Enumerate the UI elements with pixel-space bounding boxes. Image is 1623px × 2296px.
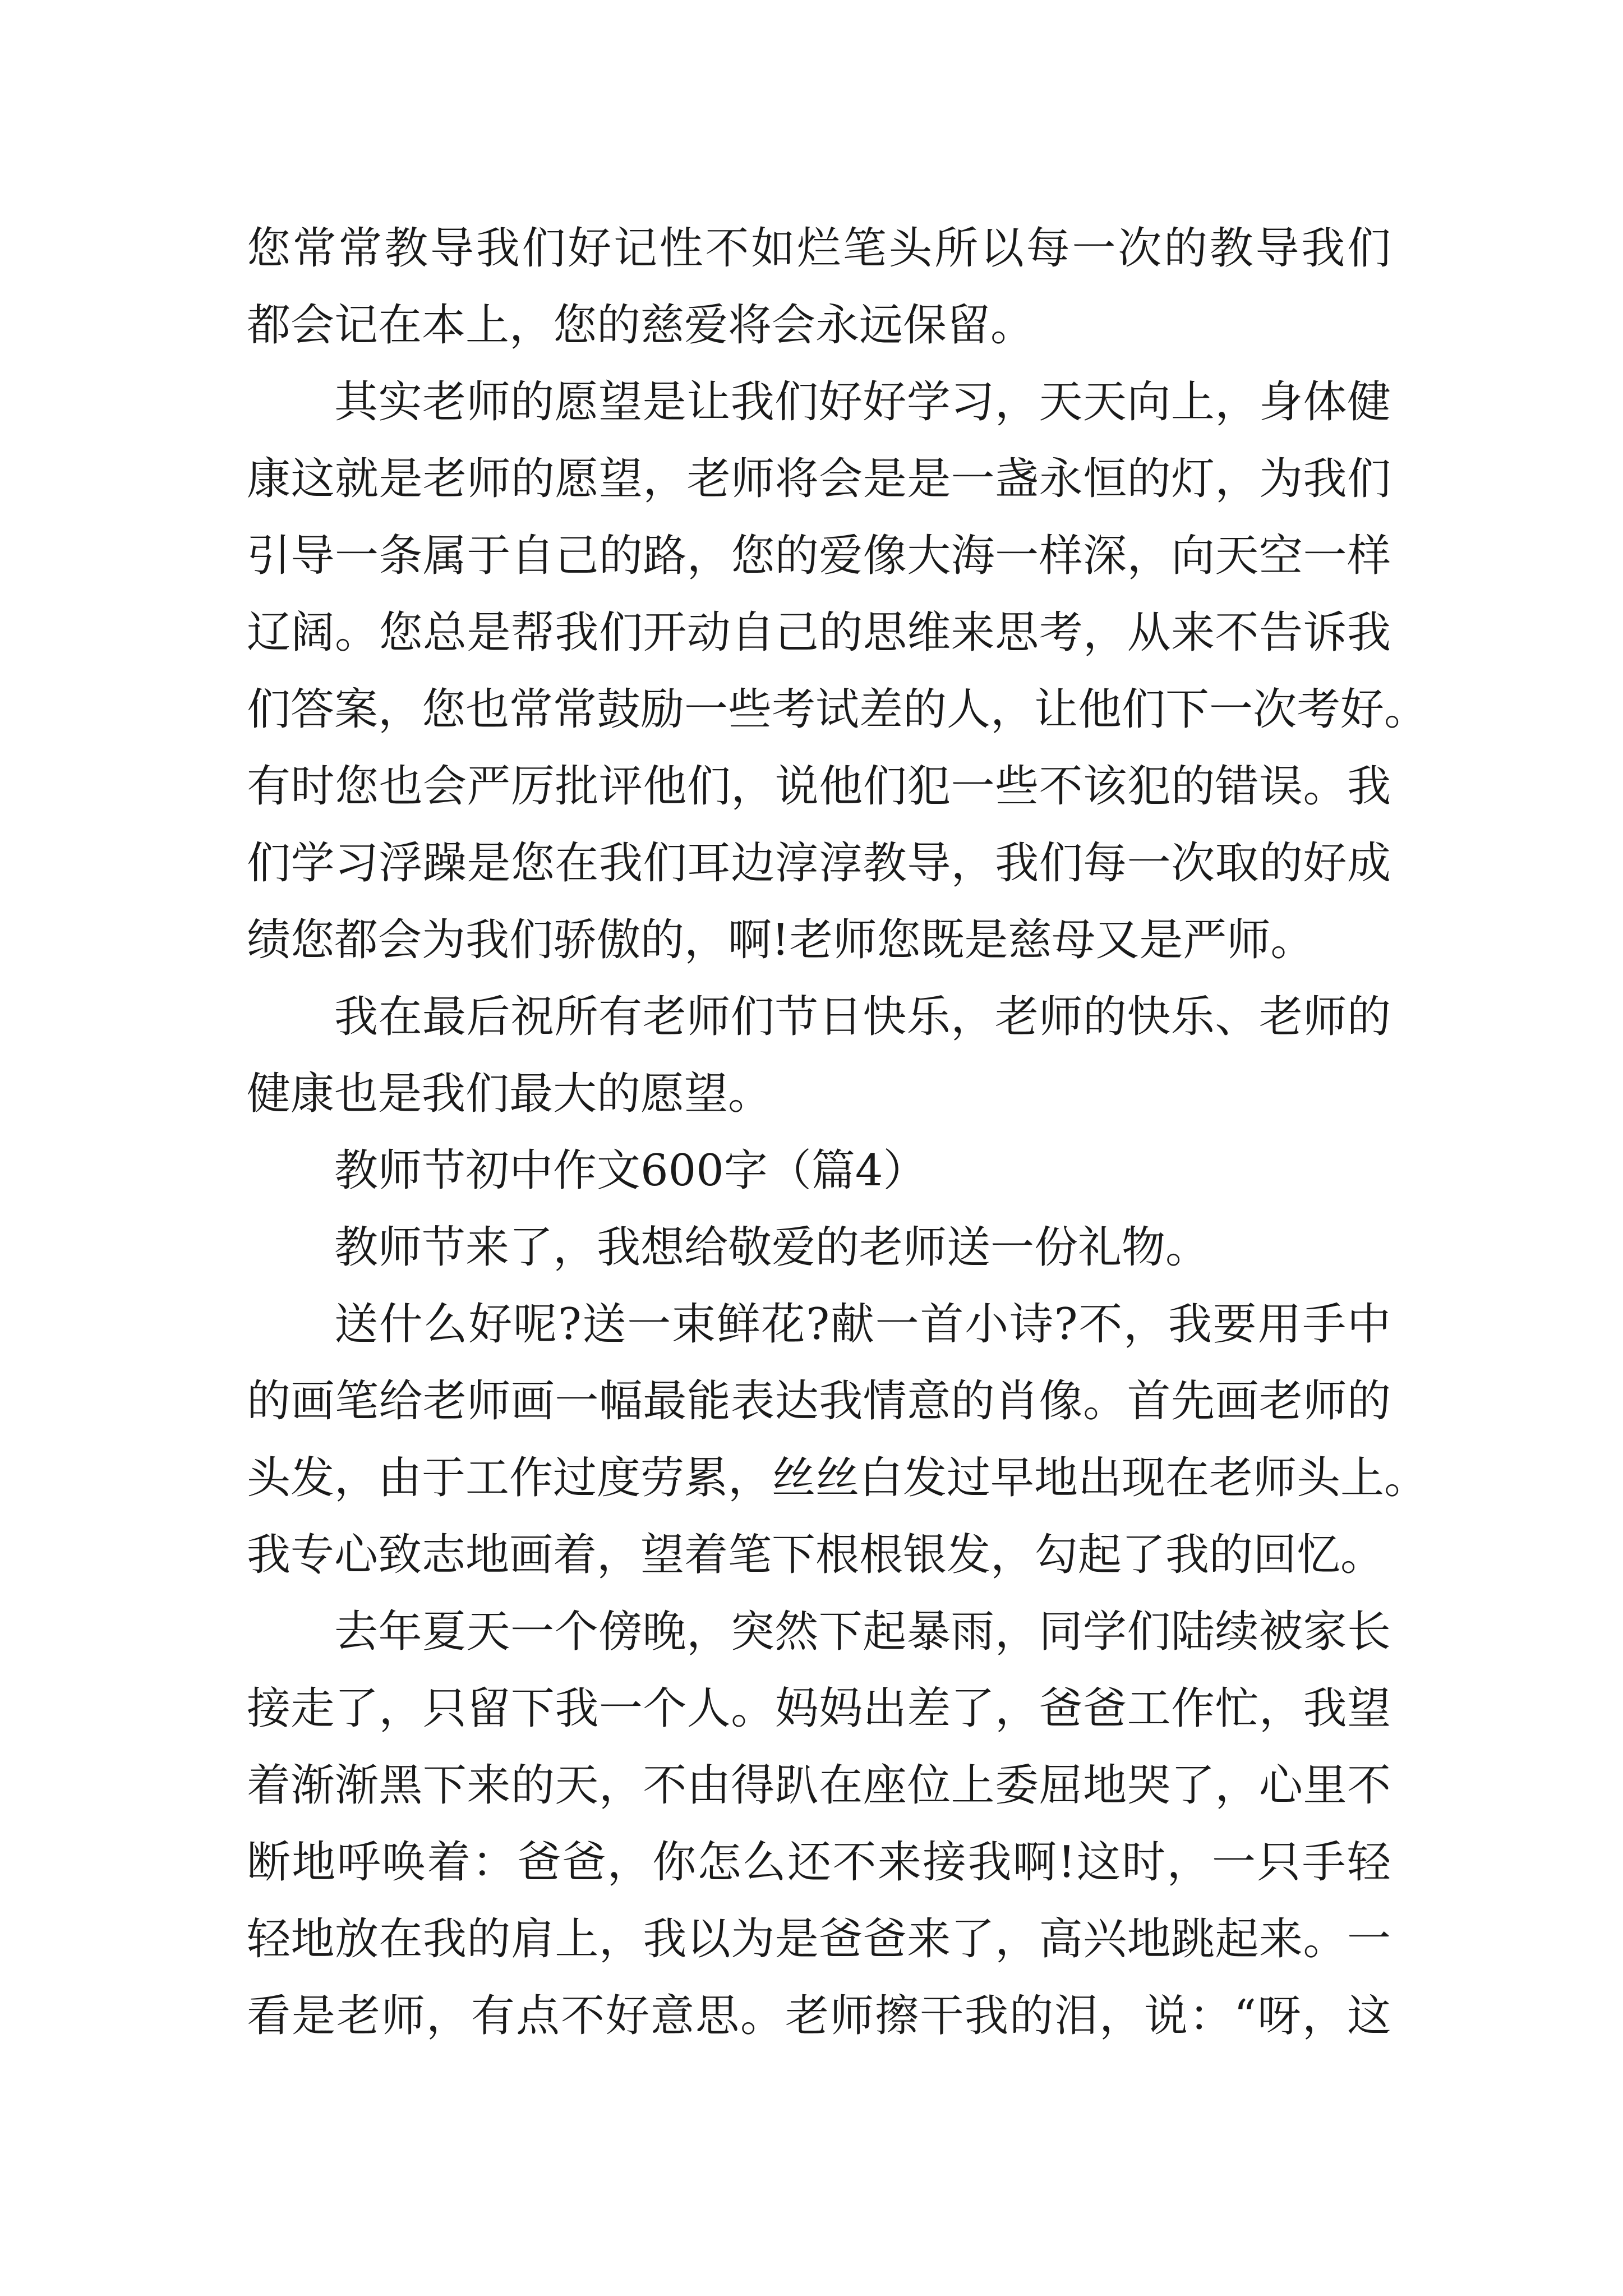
text-line: 其实老师的愿望是让我们好好学习，天天向上，身体健 [334,377,1391,427]
text-line: 教师节初中作文600字（篇4） [334,1145,927,1196]
text-line: 们答案，您也常常鼓励一些考试差的人，让他们下一次考好。 [247,684,1428,735]
text-line: 看是老师，有点不好意思。老师擦干我的泪，说：“呀，这 [247,1991,1391,2041]
text-line: 我在最后祝所有老师们节日快乐，老师的快乐、老师的 [334,992,1391,1042]
text-line: 头发，由于工作过度劳累，丝丝白发过早地出现在老师头上。 [247,1453,1428,1503]
text-line: 康这就是老师的愿望，老师将会是是一盏永恒的灯，为我们 [247,454,1391,504]
text-line: 教师节来了，我想给敬爱的老师送一份礼物。 [334,1222,1210,1273]
text-line: 的画笔给老师画一幅最能表达我情意的肖像。首先画老师的 [247,1376,1391,1427]
text-line: 我专心致志地画着，望着笔下根根银发，勾起了我的回忆。 [247,1530,1385,1580]
text-line: 们学习浮躁是您在我们耳边淳淳教导，我们每一次取的好成 [247,838,1391,889]
text-line: 送什么好呢?送一束鲜花?献一首小诗?不，我要用手中 [334,1299,1391,1350]
text-line: 您常常教导我们好记性不如烂笔头所以每一次的教导我们 [247,223,1391,274]
text-line: 着渐渐黑下来的天，不由得趴在座位上委屈地哭了，心里不 [247,1760,1391,1811]
text-line: 绩您都会为我们骄傲的，啊!老师您既是慈母又是严师。 [247,915,1315,965]
text-line: 都会记在本上，您的慈爱将会永远保留。 [247,300,1035,351]
text-line: 去年夏天一个傍晚，突然下起暴雨，同学们陆续被家长 [334,1607,1391,1657]
document-body [247,210,1428,2055]
text-line: 引导一条属于自己的路，您的爱像大海一样深，向天空一样 [247,531,1391,581]
text-line: 有时您也会严厉批评他们，说他们犯一些不该犯的错误。我 [247,761,1391,812]
text-line: 断地呼唤着：爸爸，你怎么还不来接我啊!这时，一只手轻 [247,1837,1391,1888]
text-line: 辽阔。您总是帮我们开动自己的思维来思考，从来不告诉我 [247,608,1391,658]
text-line: 健康也是我们最大的愿望。 [247,1069,772,1119]
text-line: 接走了，只留下我一个人。妈妈出差了，爸爸工作忙，我望 [247,1683,1391,1734]
text-line: 轻地放在我的肩上，我以为是爸爸来了，高兴地跳起来。一 [247,1914,1391,1964]
